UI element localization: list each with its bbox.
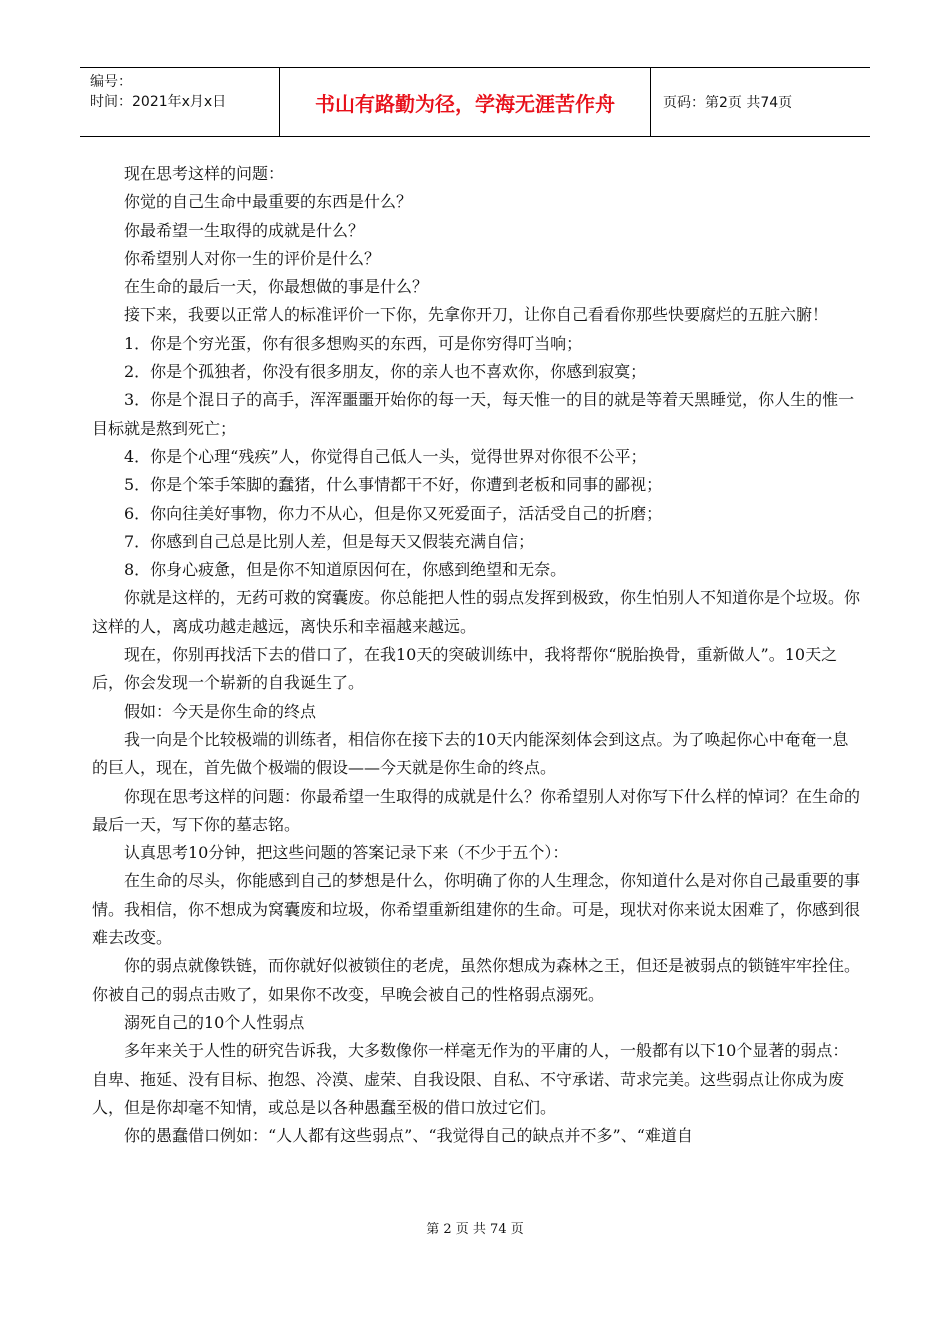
- document-number-label: 编号：: [90, 74, 132, 90]
- header-page-number: 页码：第2页 共74页: [663, 95, 793, 111]
- page-footer: 第 2 页 共 74 页: [426, 1222, 524, 1237]
- paragraph: 你就是这样的，无药可救的窝囊废。你总能把人性的弱点发挥到极致，你生怕别人不知道你是个垃圾。你这样的人，离成功越走越远，离快乐和幸福越来越远。: [92, 588, 861, 636]
- page-header: [80, 67, 870, 137]
- paragraph: 我一向是个比较极端的训练者，相信你在接下去的10天内能深刻体会到这点。为了唤起你心中奄奄一息的巨人，现在，首先做个极端的假设——今天就是你生命的终点。: [92, 729, 849, 778]
- paragraph: 在生命的尽头，你能感到自己的梦想是什么，你明确了你的人生理念，你知道什么是对你自己最重要的事情。我相信，你不想成为窝囊废和垃圾，你希望重新组建你的生命。可是，现状对你来说太困难了，你感到很难去改变。: [92, 871, 861, 948]
- document-date-label: 时间：2021年x月x日: [90, 94, 227, 110]
- paragraph: 你觉的自己生命中最重要的东西是什么？: [124, 192, 413, 212]
- list-item: 3．你是个混日子的高手，浑浑噩噩开始你的每一天，每天惟一的目的就是等着天黑睡觉，你人生的惟一目标就是熬到死亡；: [92, 390, 855, 438]
- section-heading: 假如：今天是你生命的终点: [124, 701, 317, 721]
- list-item: 5．你是个笨手笨脚的蠢猪，什么事情都干不好，你遭到老板和同事的鄙视；: [124, 475, 663, 495]
- paragraph: 你现在思考这样的问题：你最希望一生取得的成就是什么？你希望别人对你写下什么样的悼词？在生命的最后一天，写下你的墓志铭。: [92, 786, 861, 834]
- paragraph: 你最希望一生取得的成就是什么？: [124, 220, 365, 240]
- paragraph: 现在思考这样的问题：: [124, 164, 285, 183]
- paragraph: 接下来，我要以正常人的标准评价一下你，先拿你开刀，让你自己看看你那些快要腐烂的五脏六腑！: [124, 305, 829, 325]
- list-item: 8．你身心疲惫，但是你不知道原因何在，你感到绝望和无奈。: [124, 560, 567, 580]
- paragraph: 你希望别人对你一生的评价是什么？: [124, 248, 381, 268]
- list-item: 7．你感到自己总是比别人差，但是每天又假装充满自信；: [124, 531, 535, 551]
- list-item: 2．你是个孤独者，你没有很多朋友，你的亲人也不喜欢你，你感到寂寞；: [124, 362, 647, 382]
- section-heading: 溺死自己的10个人性弱点: [124, 1012, 305, 1032]
- list-item: 1．你是个穷光蛋，你有很多想购买的东西，可是你穷得叮当响；: [124, 333, 583, 353]
- paragraph: 现在，你别再找活下去的借口了，在我10天的突破训练中，我将帮你“脱胎换骨，重新做人”。10天之后，你会发现一个崭新的自我诞生了。: [92, 645, 838, 693]
- document-body: [92, 160, 862, 1150]
- list-item: 4．你是个心理“残疾”人，你觉得自己低人一头，觉得世界对你很不公平；: [124, 446, 647, 466]
- paragraph: 在生命的最后一天，你最想做的事是什么？: [124, 277, 429, 297]
- paragraph: 你的愚蠢借口例如：“人人都有这些弱点”、“我觉得自己的缺点并不多”、“难道自: [124, 1126, 693, 1146]
- paragraph: 多年来关于人性的研究告诉我，大多数像你一样毫无作为的平庸的人，一般都有以下10个显著的弱点：自卑、拖延、没有目标、抱怨、冷漠、虚荣、自我设限、自私、不守承诺、苛求完美。这些弱点让你成为废人，但是你却毫不知情，或总是以各种愚蠢至极的借口放过它们。: [92, 1041, 849, 1117]
- paragraph: 你的弱点就像铁链，而你就好似被锁住的老虎，虽然你想成为森林之王，但还是被弱点的锁链牢牢拴住。你被自己的弱点击败了，如果你不改变，早晚会被自己的性格弱点溺死。: [92, 956, 861, 1004]
- paragraph: 认真思考10分钟，把这些问题的答案记录下来（不少于五个）：: [124, 843, 569, 863]
- header-motto: 书山有路勤为径，学海无涯苦作舟: [280, 68, 651, 136]
- header-meta: [80, 68, 280, 136]
- list-item: 6．你向往美好事物，你力不从心，但是你又死爱面子，活活受自己的折磨；: [124, 503, 663, 523]
